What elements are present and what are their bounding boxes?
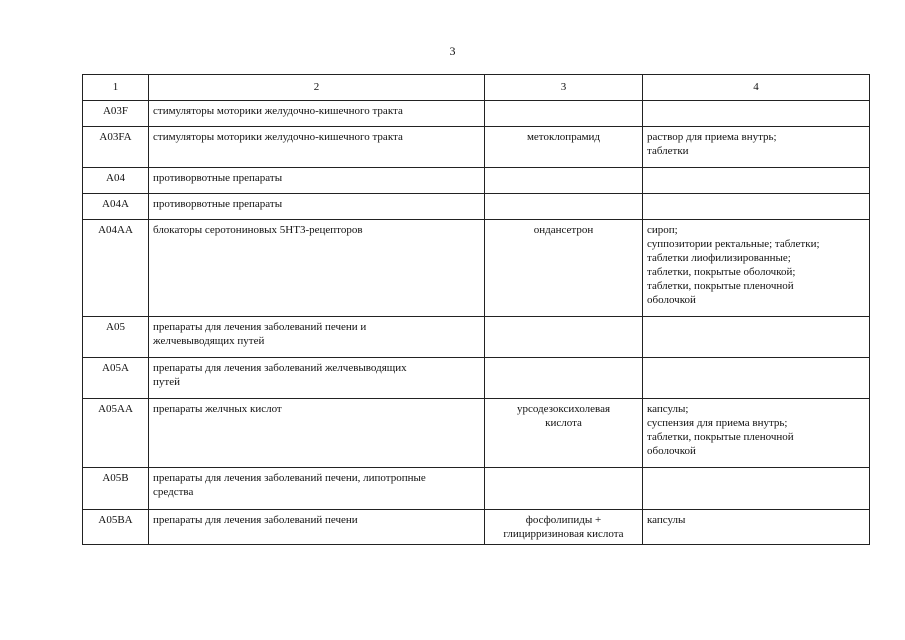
anatomical-therapeutic-group-cell xyxy=(149,358,485,399)
group-name-line: препараты для лечения заболеваний желчевыводящих xyxy=(153,362,407,374)
dosage-form-line: капсулы; xyxy=(647,403,689,415)
dosage-form-line: суппозитории ректальные; таблетки; xyxy=(647,238,820,250)
dosage-form-line: сироп; xyxy=(647,224,678,236)
substance-line: глицирризиновая кислота xyxy=(503,528,624,540)
table-header-row xyxy=(83,75,870,101)
dosage-form-line: таблетки, покрытые оболочкой; xyxy=(647,266,796,278)
active-substance-cell xyxy=(485,194,643,220)
dosage-forms-cell xyxy=(643,168,870,194)
atc-code-cell: A05 xyxy=(83,317,149,358)
table-row xyxy=(83,168,870,194)
anatomical-therapeutic-group-cell xyxy=(149,220,485,317)
substance-line: ондансетрон xyxy=(533,224,594,236)
table-row xyxy=(83,127,870,168)
group-name-line: путей xyxy=(153,376,180,388)
dosage-form-line: раствор для приема внутрь; xyxy=(647,131,777,143)
dosage-forms-cell xyxy=(643,220,870,317)
active-substance-cell xyxy=(485,358,643,399)
dosage-form-line: таблетки, покрытые пленочной xyxy=(647,431,794,443)
header-col-1: 1 xyxy=(83,75,149,101)
dosage-forms-cell xyxy=(643,127,870,168)
atc-code-cell: A04AA xyxy=(83,220,149,317)
dosage-forms-cell xyxy=(643,510,870,545)
dosage-forms-cell xyxy=(643,317,870,358)
group-name-line: стимуляторы моторики желудочно-кишечного тракта xyxy=(153,131,403,143)
active-substance-cell xyxy=(485,101,643,127)
active-substance-cell xyxy=(485,510,643,545)
dosage-forms-cell xyxy=(643,358,870,399)
atc-code-cell: A05B xyxy=(83,468,149,510)
group-name-line: желчевыводящих путей xyxy=(153,335,265,347)
atc-code-cell: A05A xyxy=(83,358,149,399)
atc-code-cell: A03FA xyxy=(83,127,149,168)
group-name-line: противорвотные препараты xyxy=(153,172,283,184)
substance-line: урсодезоксихолевая xyxy=(516,403,611,415)
atc-code-cell: A04A xyxy=(83,194,149,220)
header-col-3: 3 xyxy=(485,75,643,101)
substance-line: фосфолипиды + xyxy=(525,514,602,526)
dosage-form-line: таблетки xyxy=(647,145,689,157)
table-row xyxy=(83,101,870,127)
table-row xyxy=(83,220,870,317)
table-row xyxy=(83,194,870,220)
group-name-line: препараты для лечения заболеваний печени xyxy=(153,514,358,526)
group-name-line: препараты желчных кислот xyxy=(153,403,282,415)
substance-line: кислота xyxy=(545,417,582,429)
active-substance-cell xyxy=(485,468,643,510)
group-name-line: блокаторы серотониновых 5HT3-рецепторов xyxy=(153,224,363,236)
page-number: 3 xyxy=(449,44,456,58)
atc-code-cell: A03F xyxy=(83,101,149,127)
dosage-form-line: суспензия для приема внутрь; xyxy=(647,417,788,429)
drug-classification-table xyxy=(82,74,870,545)
group-name-line: стимуляторы моторики желудочно-кишечного тракта xyxy=(153,105,403,117)
group-name-line: средства xyxy=(153,486,194,498)
group-name-line: препараты для лечения заболеваний печени, липотропные xyxy=(153,472,426,484)
active-substance-cell xyxy=(485,127,643,168)
table-row xyxy=(83,510,870,545)
dosage-form-line: таблетки, покрытые пленочной xyxy=(647,280,794,292)
header-col-4: 4 xyxy=(643,75,870,101)
anatomical-therapeutic-group-cell xyxy=(149,399,485,468)
atc-code-cell: A05AA xyxy=(83,399,149,468)
table-row xyxy=(83,468,870,510)
dosage-form-line: оболочкой xyxy=(647,294,696,306)
active-substance-cell xyxy=(485,399,643,468)
anatomical-therapeutic-group-cell xyxy=(149,468,485,510)
active-substance-cell xyxy=(485,220,643,317)
dosage-form-line: оболочкой xyxy=(647,445,696,457)
substance-line: метоклопрамид xyxy=(526,131,601,143)
dosage-forms-cell xyxy=(643,399,870,468)
table-row xyxy=(83,399,870,468)
dosage-form-line: капсулы xyxy=(647,514,686,526)
header-col-2: 2 xyxy=(149,75,485,101)
dosage-forms-cell xyxy=(643,194,870,220)
dosage-forms-cell xyxy=(643,101,870,127)
active-substance-cell xyxy=(485,168,643,194)
anatomical-therapeutic-group-cell xyxy=(149,317,485,358)
anatomical-therapeutic-group-cell xyxy=(149,510,485,545)
table-row xyxy=(83,358,870,399)
atc-code-cell: A04 xyxy=(83,168,149,194)
group-name-line: противорвотные препараты xyxy=(153,198,283,210)
table-row xyxy=(83,317,870,358)
table-body xyxy=(83,75,870,545)
dosage-forms-cell xyxy=(643,468,870,510)
active-substance-cell xyxy=(485,317,643,358)
anatomical-therapeutic-group-cell xyxy=(149,127,485,168)
atc-code-cell: A05BA xyxy=(83,510,149,545)
dosage-form-line: таблетки лиофилизированные; xyxy=(647,252,791,264)
anatomical-therapeutic-group-cell xyxy=(149,194,485,220)
anatomical-therapeutic-group-cell xyxy=(149,168,485,194)
anatomical-therapeutic-group-cell xyxy=(149,101,485,127)
group-name-line: препараты для лечения заболеваний печени и xyxy=(153,321,367,333)
